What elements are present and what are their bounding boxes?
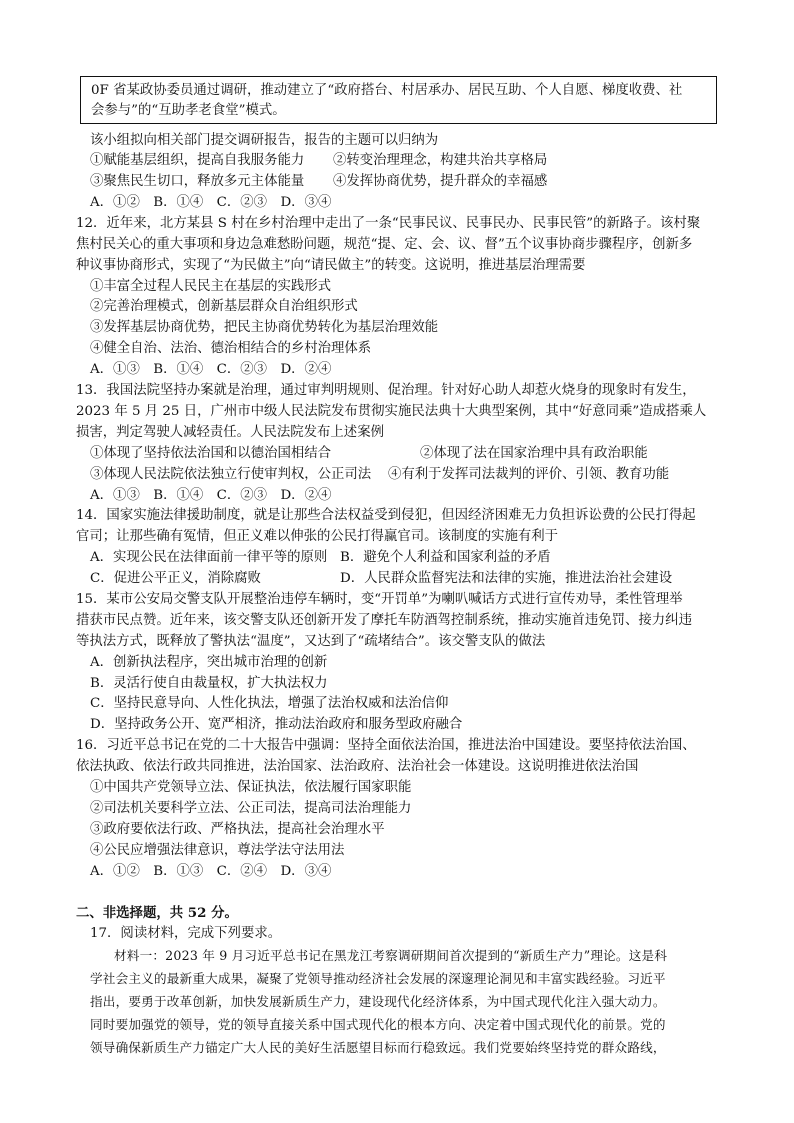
q13-option-3: ③体现人民法院依法独立行使审判权，公正司法 [90,467,372,482]
q12-line-2: 焦村民关心的重大事项和身边急难愁盼问题，规范“提、定、会、议、督”五个议事协商步骤程序，创新多 [76,237,693,252]
q16-option-4: ④公民应增强法律意识，尊法学法守法用法 [90,843,345,858]
q16-line-1: 16．习近平总书记在党的二十大报告中强调：坚持全面依法治国，推进法治中国建设。要坚持依法治国、 [76,738,696,753]
q15-line-3: 等执法方式，既释放了警执法“温度”，又达到了“疏堵结合”。该交警支队的做法 [76,634,546,649]
q15-option-d: D．坚持政务公开、宽严相济，推动法治政府和服务型政府融合 [90,717,463,732]
q14-line-1: 14．国家实施法律援助制度，就是让那些合法权益受到侵犯，但因经济困难无力负担诉讼费的公民打得起 [76,508,696,523]
q13-line-3: 损害，判定驾驶人减轻责任。人民法院发布上述案例 [76,425,384,440]
q14-option-a: A．实现公民在法律面前一律平等的原则 [90,550,328,565]
q11-option-1: ①赋能基层组织，提高自我服务能力 [90,153,305,168]
material-1-line-1: 材料一：2023 年 9 月习近平总书记在黑龙江考察调研期间首次提到的“新质生产力”理论。这是科 [114,948,668,963]
q15-option-b: B．灵活行使自由裁量权，扩大执法权力 [90,676,328,691]
q12-option-2: ②完善治理模式，创新基层群众自治组织形式 [90,299,358,314]
q11-option-2: ②转变治理理念，构建共治共享格局 [333,153,548,168]
q14-option-b: B．避免个人利益和国家利益的矛盾 [340,550,551,565]
material-1-line-3: 指出，要勇于改革创新，加快发展新质生产力，建设现代化经济体系，为中国式现代化注入强大动力。 [90,994,666,1009]
q16-answers: A．①② B．①③ C．②④ D．③④ [90,864,332,879]
material-1-line-5: 领导确保新质生产力锚定广大人民的美好生活愿望目标而行稳致远。我们党要始终坚持党的群众路线， [90,1040,666,1055]
q12-answers: A．①③ B．①④ C．②③ D．②④ [90,362,332,377]
q16-option-2: ②司法机关要科学立法、公正司法，提高司法治理能力 [90,801,412,816]
material-box [80,76,717,124]
q11-option-4: ④发挥协商优势，提升群众的幸福感 [333,174,548,189]
q15-option-c: C．坚持民意导向、人性化执法，增强了法治权威和法治信仰 [90,696,449,711]
box-line-1: 0F 省某政协委员通过调研，推动建立了“政府搭台、村居承办、居民互助、个人自愿、梯度收费、社 [91,83,683,98]
q11-answers: A．①② B．①④ C．②③ D．③④ [90,195,332,210]
q16-option-3: ③政府要依法行政、严格执法，提高社会治理水平 [90,822,385,837]
q14-line-2: 官司；让那些确有冤情，但正义难以伸张的公民打得赢官司。该制度的实施有利于 [76,529,559,544]
material-1-line-4: 同时要加强党的领导，党的领导直接关系中国式现代化的根本方向、决定着中国式现代化的前景。党的 [90,1017,666,1032]
q12-option-1: ①丰富全过程人民民主在基层的实践形式 [90,279,332,294]
q15-option-a: A．创新执法程序，突出城市治理的创新 [90,655,328,670]
q14-option-c: C．促进公平正义，消除腐败 [90,571,261,586]
q13-line-1: 13．我国法院坚持办案就是治理，通过审判明规则、促治理。针对好心助人却惹火烧身的现象时有发生， [76,383,696,398]
q11-option-3: ③聚焦民生切口，释放多元主体能量 [90,174,305,189]
section-2-title: 二、非选择题，共 52 分。 [76,905,238,921]
q11-stem: 该小组拟向相关部门提交调研报告，报告的主题可以归纳为 [90,133,439,148]
q15-line-2: 措获市民点赞。近年来，该交警支队还创新开发了摩托车防酒驾控制系统，推动实施首违免罚、接力纠违 [76,613,692,628]
q15-line-1: 15．某市公安局交警支队开展整治违停车辆时，变“开罚单”为喇叭喊话方式进行宣传劝导，柔性管理举 [76,592,683,607]
q12-option-3: ③发挥基层协商优势，把民主协商优势转化为基层治理效能 [90,320,439,335]
material-1-line-2: 学社会主义的最新重大成果，凝聚了党领导推动经济社会发展的深邃理论洞见和丰富实践经验。习近平 [90,971,666,986]
q13-answers: A．①③ B．①④ C．②③ D．②④ [90,488,332,503]
q13-option-1: ①体现了坚持依法治国和以德治国相结合 [90,446,332,461]
q12-option-4: ④健全自治、法治、德治相结合的乡村治理体系 [90,341,372,356]
q13-option-4: ④有利于发挥司法裁判的评价、引领、教育功能 [388,467,670,482]
box-line-2: 会参与”的“互助孝老食堂”模式。 [91,103,286,118]
q12-line-3: 种议事协商形式，实现了“为民做主”向“请民做主”的转变。这说明，推进基层治理需要 [76,258,586,273]
q13-line-2: 2023 年 5 月 25 日，广州市中级人民法院发布贯彻实施民法典十大典型案例，其中“好意同乘”造成搭乘人 [76,404,707,419]
q14-option-d: D．人民群众监督宪法和法律的实施，推进法治社会建设 [340,571,673,586]
q16-option-1: ①中国共产党领导立法、保证执法，依法履行国家职能 [90,780,412,795]
q17-stem: 17．阅读材料，完成下列要求。 [90,926,282,941]
q12-line-1: 12．近年来，北方某县 S 村在乡村治理中走出了一条“民事民议、民事民办、民事民管”的新路子。该村聚 [76,216,701,231]
q13-option-2: ②体现了法在国家治理中具有政治职能 [420,446,648,461]
q16-line-2: 依法执政、依法行政共同推进，法治国家、法治政府、法治社会一体建设。这说明推进依法治国 [76,759,639,774]
